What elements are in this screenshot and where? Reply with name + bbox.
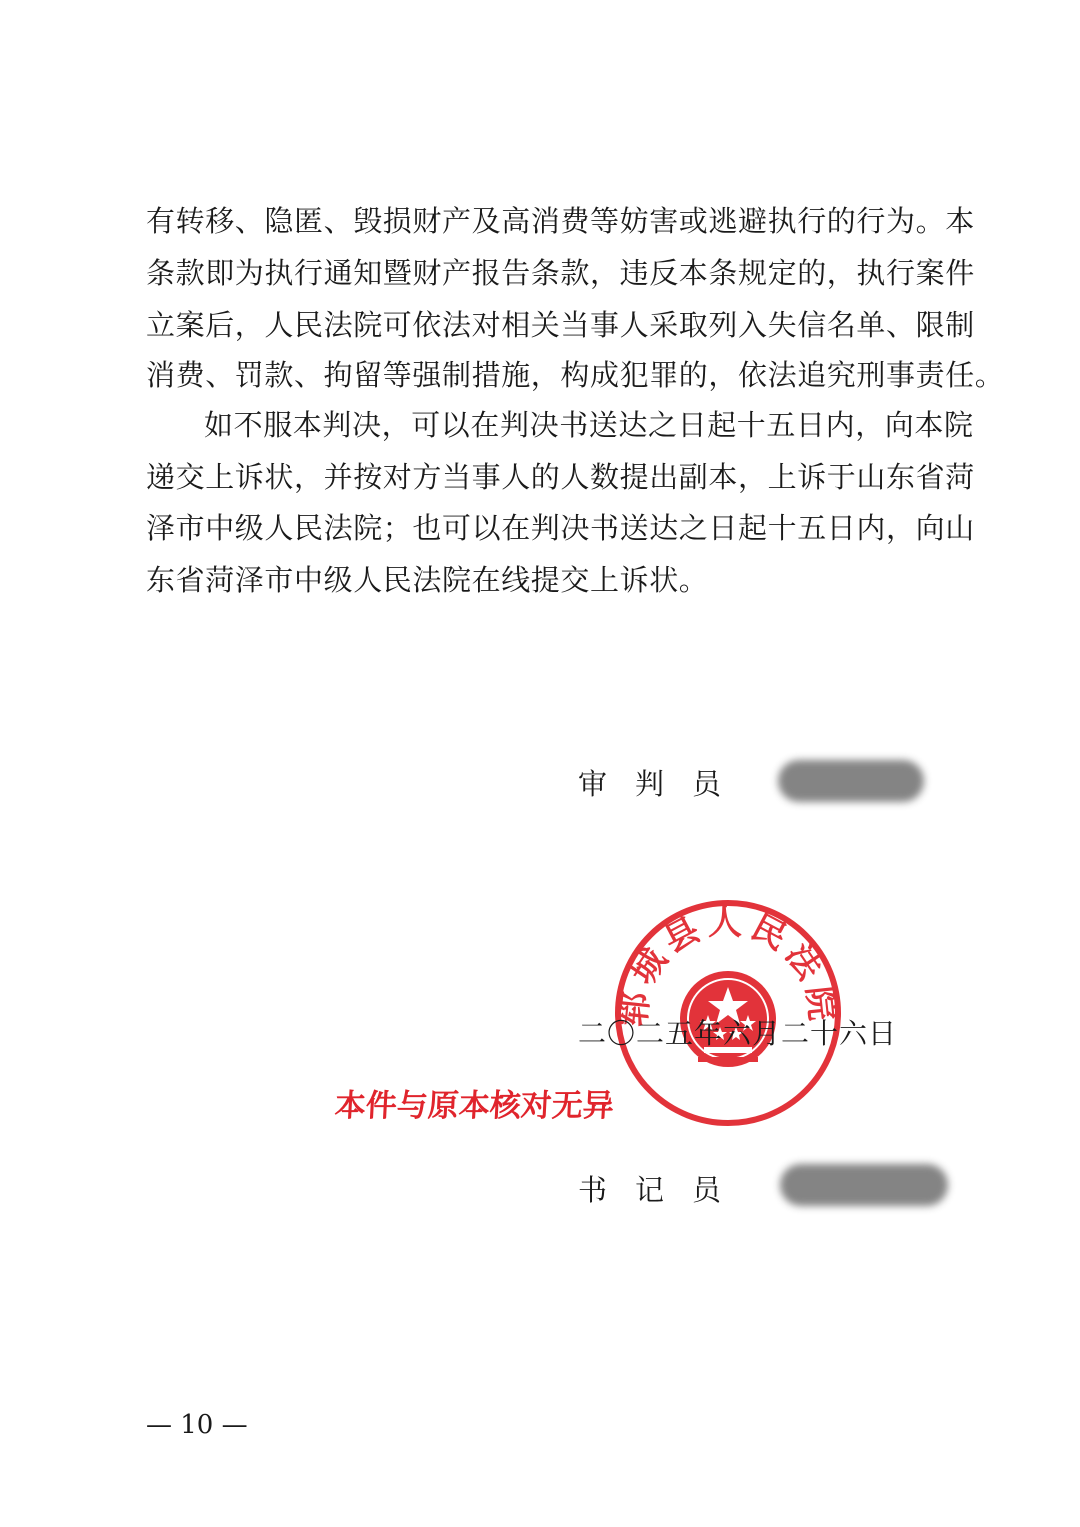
seal-text: 郓城县人民法院 bbox=[613, 903, 843, 1029]
paragraph-line: 泽市中级人民法院；也可以在判决书送达之日起十五日内，向山 bbox=[146, 511, 975, 545]
paragraph-line: 消费、罚款、拘留等强制措施，构成犯罪的，依法追究刑事责任。 bbox=[146, 358, 1005, 392]
page-number: — 10 — bbox=[146, 1410, 248, 1440]
paragraph-line: 递交上诉状，并按对方当事人的人数提出副本，上诉于山东省菏 bbox=[146, 460, 975, 494]
clerk-label-char: 书 bbox=[578, 1173, 608, 1207]
paragraph-line: 如不服本判决，可以在判决书送达之日起十五日内，向本院 bbox=[204, 408, 974, 442]
verification-stamp: 本件与原本核对无异 bbox=[333, 1088, 615, 1124]
judge-label-char: 审 bbox=[578, 767, 608, 801]
judge-label-char: 员 bbox=[692, 767, 722, 801]
judge-label bbox=[578, 762, 749, 803]
paragraph-line: 条款即为执行通知暨财产报告条款，违反本条规定的，执行案件 bbox=[146, 256, 975, 290]
judge-label-char: 判 bbox=[635, 767, 665, 801]
clerk-label-char: 记 bbox=[635, 1173, 665, 1207]
redacted-clerk-name bbox=[780, 1164, 948, 1206]
paragraph-line: 东省菏泽市中级人民法院在线提交上诉状。 bbox=[146, 563, 709, 597]
paragraph-line: 立案后，人民法院可依法对相关当事人采取列入失信名单、限制 bbox=[146, 308, 975, 342]
redacted-judge-name bbox=[778, 760, 924, 802]
paragraph-line: 有转移、隐匿、毁损财产及高消费等妨害或逃避执行的行为。本 bbox=[146, 204, 975, 238]
clerk-label bbox=[578, 1168, 749, 1209]
judgment-date: 二〇二五年六月二十六日 bbox=[578, 1017, 898, 1050]
clerk-label-char: 员 bbox=[692, 1173, 722, 1207]
